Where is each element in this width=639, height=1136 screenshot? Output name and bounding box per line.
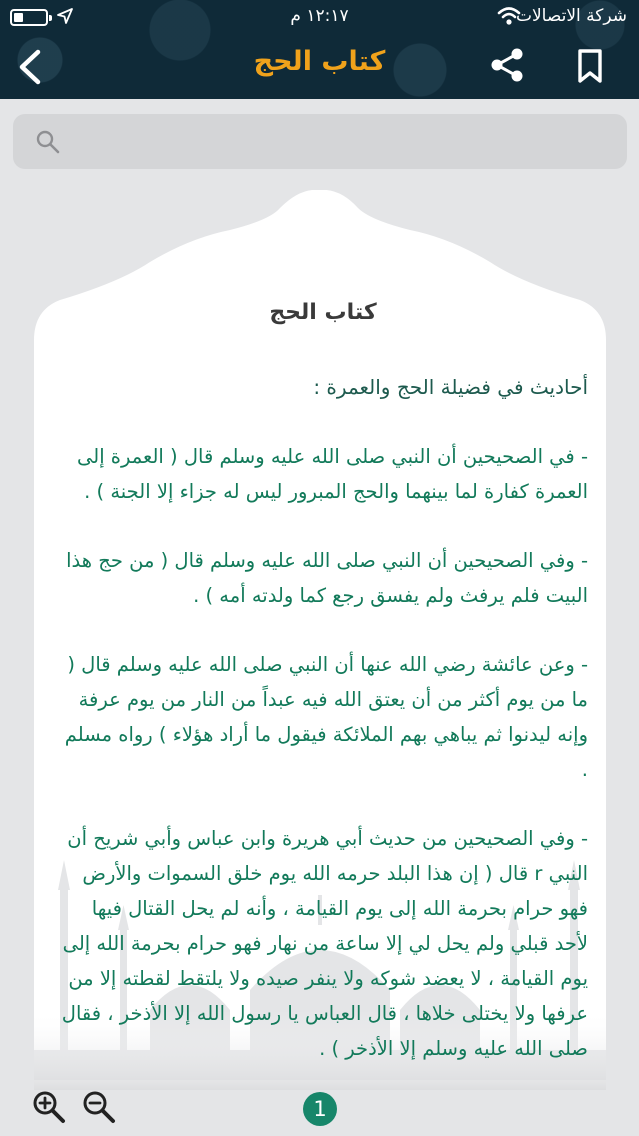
section-heading: أحاديث في فضيلة الحج والعمرة : (313, 375, 588, 399)
zoom-in-icon[interactable] (32, 1090, 66, 1124)
search-icon (35, 129, 61, 155)
search-bar[interactable] (13, 114, 627, 169)
status-time: ١٢:١٧ م (290, 6, 349, 26)
document-content (58, 290, 588, 1066)
page-title: كتاب الحج (253, 46, 386, 77)
hadith-paragraph: - وعن عائشة رضي الله عنها أن النبي صلى الله عليه وسلم قال ( ما من يوم أكثر من أن يعتق الله فيه عبداً من النار من يوم عرفة وإنه ليدنوا ثم يباهي بهم الملائكة فيقول ما أراد هؤلاء ) رواه مسلم . (64, 653, 588, 781)
bottom-bar (0, 1080, 639, 1136)
document-title: كتاب الحج (269, 300, 377, 325)
navigation-bar (0, 34, 639, 99)
share-icon[interactable] (488, 46, 526, 84)
top-bar (0, 0, 639, 99)
zoom-out-icon[interactable] (82, 1090, 116, 1124)
hadith-paragraph: - وفي الصحيحين من حديث أبي هريرة وابن عباس وأبي شريح أن النبي r قال ( إن هذا البلد حرمه الله يوم خلق السموات والأرض فهو حرام بحرمة الله إلى يوم القيامة ، وأنه لم يحل القتال فيها لأحد قبلي ولم يحل لي إلا ساعة من نهار فهو حرام بحرمة الله إلى يوم القيامة ، لا يعضد شوكه ولا ينفر صيده ولا يلتقط لقطته إلا من عرفها ولا يختلى خلاها ، قال العباس يا رسول الله إلا الأذخر ، فقال صلى الله عليه وسلم إلا الأذخر ) . (61, 827, 588, 1060)
page-number-badge[interactable]: 1 (303, 1092, 337, 1126)
status-bar (0, 0, 639, 34)
bookmark-icon[interactable] (574, 48, 606, 84)
hadith-paragraph: - في الصحيحين أن النبي صلى الله عليه وسلم قال ( العمرة إلى العمرة كفارة لما بينهما والحج المبرور ليس له جزاء إلا الجنة ) . (77, 445, 588, 503)
status-carrier: شركة الاتصالات (515, 6, 627, 26)
hadith-paragraph: - وفي الصحيحين أن النبي صلى الله عليه وسلم قال ( من حج هذا البيت فلم يرفث ولم يفسق رجع كما ولدته أمه ) . (66, 549, 588, 607)
search-input[interactable] (69, 122, 611, 162)
